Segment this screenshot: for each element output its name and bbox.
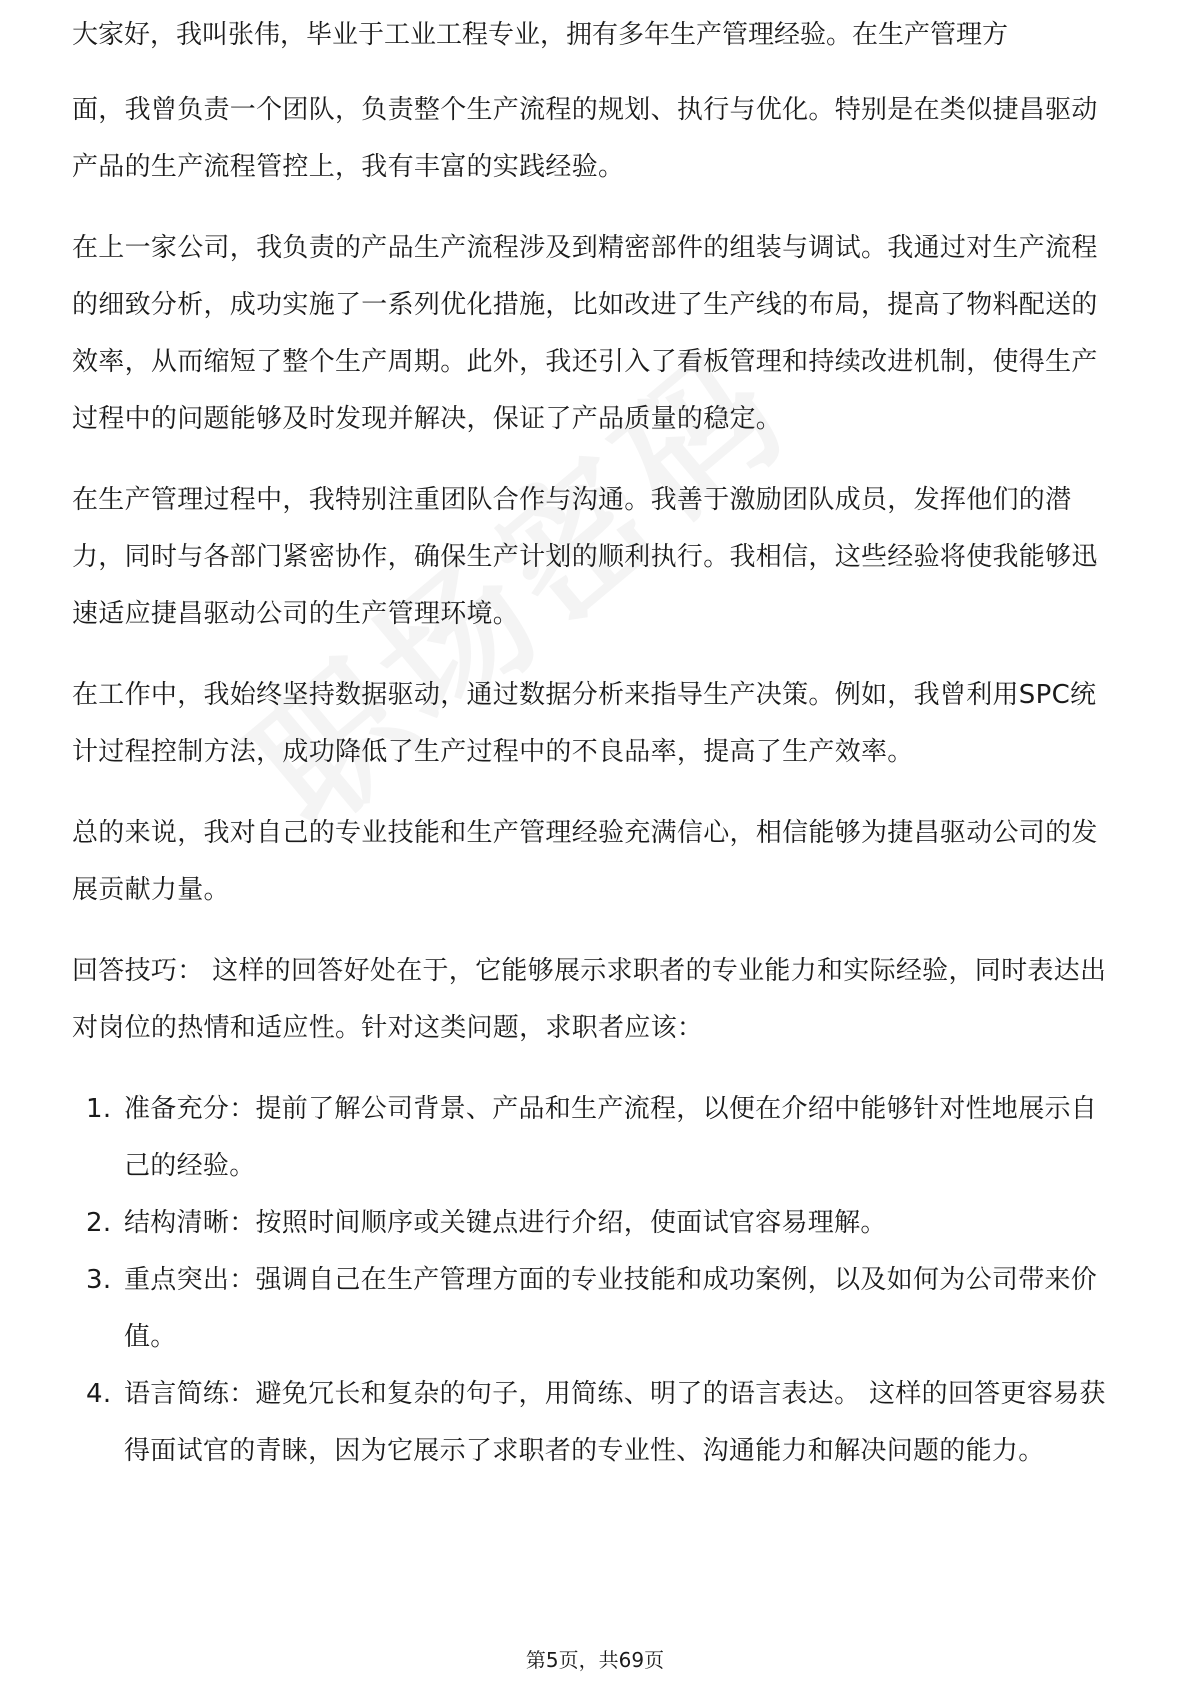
cut-off-line: [72, 20, 1122, 58]
page-number: 第5页，共69页: [525, 1648, 665, 1672]
page-content: [72, 20, 1122, 1480]
list-number: 4.: [86, 1379, 112, 1409]
list-text: 语言简练：避免冗长和复杂的句子，用简练、明了的语言表达。 这样的回答更容易获得面试官的青睐，因为它展示了求职者的专业性、沟通能力和解决问题的能力。: [124, 1379, 1106, 1466]
list-text: 重点突出：强调自己在生产管理方面的专业技能和成功案例，以及如何为公司带来价值。: [124, 1265, 1098, 1352]
paragraph-1: 面，我曾负责一个团队，负责整个生产流程的规划、执行与优化。特别是在类似捷昌驱动产品的生产流程管控上，我有丰富的实践经验。: [72, 95, 1098, 182]
list-item: [72, 1252, 1122, 1366]
list-number: 2.: [86, 1208, 112, 1238]
list-item: [72, 1195, 1122, 1252]
list-text: 结构清晰：按照时间顺序或关键点进行介绍，使面试官容易理解。: [124, 1208, 887, 1238]
tips-intro: 回答技巧： 这样的回答好处在于，它能够展示求职者的专业能力和实际经验，同时表达出对岗位的热情和适应性。针对这类问题，求职者应该：: [72, 956, 1107, 1043]
list-number: 3.: [86, 1265, 112, 1295]
list-item: [72, 1366, 1122, 1480]
cut-off-text: 大家好，我叫张伟，毕业于工业工程专业，拥有多年生产管理经验。在生产管理方: [72, 20, 1009, 50]
tips-list: [72, 1081, 1122, 1480]
list-item: [72, 1081, 1122, 1195]
paragraph-3: 在生产管理过程中，我特别注重团队合作与沟通。我善于激励团队成员，发挥他们的潜力，同时与各部门紧密协作，确保生产计划的顺利执行。我相信，这些经验将使我能够迅速适应捷昌驱动公司的生产管理环境。: [72, 485, 1098, 629]
list-number: 1.: [86, 1094, 112, 1124]
list-text: 准备充分：提前了解公司背景、产品和生产流程，以便在介绍中能够针对性地展示自己的经验。: [124, 1094, 1098, 1181]
paragraph-4: 在工作中，我始终坚持数据驱动，通过数据分析来指导生产决策。例如，我曾利用SPC统计过程控制方法，成功降低了生产过程中的不良品率，提高了生产效率。: [72, 680, 1097, 767]
paragraph-2: 在上一家公司，我负责的产品生产流程涉及到精密部件的组装与调试。我通过对生产流程的细致分析，成功实施了一系列优化措施，比如改进了生产线的布局，提高了物料配送的效率，从而缩短了整个生产周期。此外，我还引入了看板管理和持续改进机制，使得生产过程中的问题能够及时发现并解决，保证了产品质量的稳定。: [72, 233, 1098, 434]
paragraph-5: 总的来说，我对自己的专业技能和生产管理经验充满信心，相信能够为捷昌驱动公司的发展贡献力量。: [72, 818, 1098, 905]
